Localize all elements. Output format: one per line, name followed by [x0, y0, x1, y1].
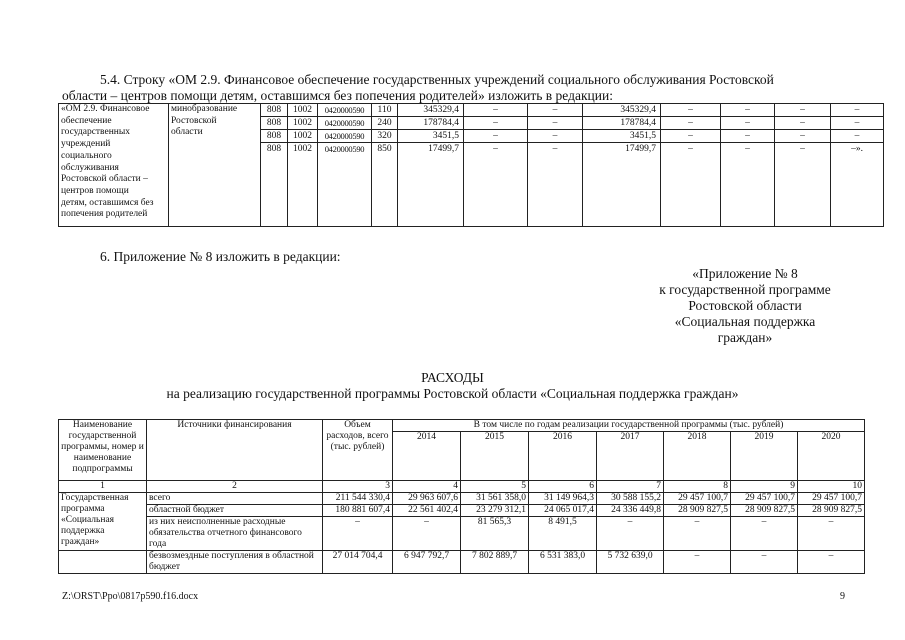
header-year: 2018 — [664, 432, 731, 481]
table-row: из них неисполненные расходные обязательства отчетного финансового года – – 81 565,3 8 491,5 – – – – — [59, 517, 865, 551]
header-name: Наименование государственной программы, номер и наименование подпрограммы — [59, 420, 147, 481]
table-header-row — [59, 420, 865, 432]
footer-file-path: Z:\ORST\Ppo\0817p590.f16.docx — [62, 591, 199, 602]
item-5-4-line-2: области – центров помощи детям, оставшимся без попечения родителей» изложить в редакции: — [62, 88, 613, 103]
expenses-table — [58, 419, 865, 574]
item-6: 6. Приложение № 8 изложить в редакции: — [100, 249, 341, 264]
header-year: 2014 — [393, 432, 461, 481]
page-title: РАСХОДЫ — [421, 370, 484, 385]
header-year: 2017 — [597, 432, 664, 481]
om-2-9-table — [58, 103, 884, 227]
name-cell: «ОМ 2.9. Финансовое обеспечение государственных учреждений социального обслуживания Ростовской области – центров помощи детям, оставшимся без попечения родителей — [59, 104, 169, 227]
table-row: областной бюджет 180 881 607,4 22 561 402,4 23 279 312,1 24 065 017,4 24 336 449,8 28 909 827,5 28 909 827,5 28 909 827,5 — [59, 505, 865, 517]
header-source: Источники финансирования — [147, 420, 323, 481]
table-row: безвозмездные поступления в областной бюджет 27 014 704,4 6 947 792,7 7 802 889,7 6 531 383,0 5 732 639,0 – – – — [59, 551, 865, 574]
table-row: 808 1002 0420000590 240 178784,4 – – 178784,4 – – – – — [59, 117, 884, 130]
page-number: 9 — [840, 591, 845, 602]
column-number-row: 1 2 3 4 5 6 7 8 9 10 — [59, 481, 865, 493]
program-name-cell: Государственная программа «Социальная поддержка граждан» — [59, 493, 147, 551]
header-year: 2020 — [798, 432, 865, 481]
header-volume: Объем расходов, всего (тыс. рублей) — [323, 420, 393, 481]
page-subtitle: на реализацию государственной программы Ростовской области «Социальная поддержка граждан» — [166, 386, 739, 401]
table-row: Государственная программа «Социальная поддержка граждан» всего 211 544 330,4 29 963 607,6 31 561 358,0 31 149 964,3 30 588 155,2 29 457 100,7 29 457 100,7 29 457 100,7 — [59, 493, 865, 505]
item-5-4-line-1: 5.4. Строку «ОМ 2.9. Финансовое обеспечение государственных учреждений социального обслуживания Ростовской — [100, 72, 774, 87]
header-year: 2015 — [461, 432, 529, 481]
header-years-group: В том числе по годам реализации государственной программы (тыс. рублей) — [393, 420, 865, 432]
executor-cell: минобразование Ростовской области — [169, 104, 261, 227]
appendix-block: «Приложение № 8 к государственной программе Ростовской области «Социальная поддержка граждан» — [659, 266, 831, 345]
table-row: 808 1002 0420000590 320 3451,5 – – 3451,5 – – – – — [59, 130, 884, 143]
header-year: 2016 — [529, 432, 597, 481]
table-row: 808 1002 0420000590 850 17499,7 – – 17499,7 – – – –». — [59, 143, 884, 227]
header-year: 2019 — [731, 432, 798, 481]
table-row: «ОМ 2.9. Финансовое обеспечение государственных учреждений социального обслуживания Ростовской области – центров помощи детям, оставшимся без попечения родителей минобразование Ростовской области 808 1002 0420000590 110 345329,4 – – 345329,4 – – – – — [59, 104, 884, 117]
